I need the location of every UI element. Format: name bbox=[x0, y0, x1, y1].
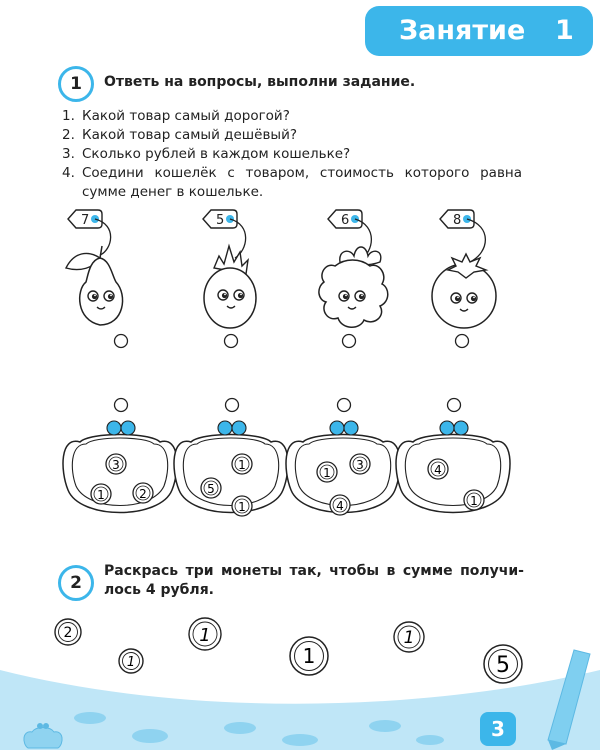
coin: 4 bbox=[434, 463, 442, 477]
coin: 1 bbox=[403, 628, 415, 648]
coin: 4 bbox=[336, 499, 344, 513]
task2-coins bbox=[55, 618, 522, 683]
price-label-tomato: 8 bbox=[453, 213, 462, 228]
lesson-number: 1 bbox=[555, 15, 574, 46]
coin: 5 bbox=[496, 653, 510, 678]
wallet-3-coins bbox=[317, 454, 370, 515]
coin: 1 bbox=[126, 655, 136, 670]
wallet-1-coins bbox=[91, 454, 153, 504]
question-item: 4. Соедини кошелёк с товаром, стоимость которого равна bbox=[62, 165, 522, 181]
task-number-1: 1 bbox=[58, 66, 94, 102]
lesson-word: Занятие bbox=[399, 15, 526, 46]
task-title-2-line2: лось 4 рубля. bbox=[104, 582, 214, 598]
task-title-1: Ответь на вопросы, выполни задание. bbox=[104, 74, 416, 90]
coin: 2 bbox=[139, 487, 147, 501]
coin: 5 bbox=[207, 482, 215, 496]
coin: 1 bbox=[302, 644, 316, 668]
question-item: 3. Сколько рублей в каждом кошельке? bbox=[62, 146, 351, 162]
price-label-pineapple: 5 bbox=[216, 213, 225, 228]
question-item: 1. Какой товар самый дорогой? bbox=[62, 108, 290, 124]
question-item-continuation: сумме денег в кошельке. bbox=[82, 184, 264, 200]
coin: 1 bbox=[323, 466, 331, 480]
wallet-4-coins bbox=[428, 459, 484, 510]
coin: 1 bbox=[97, 488, 105, 502]
coin: 1 bbox=[199, 625, 211, 646]
price-label-raspberry: 6 bbox=[341, 213, 350, 228]
coin: 3 bbox=[112, 458, 120, 472]
page-number: 3 bbox=[480, 712, 516, 746]
coin: 3 bbox=[356, 458, 364, 472]
coin: 1 bbox=[238, 500, 246, 514]
task-title-2 bbox=[104, 562, 524, 600]
coin: 1 bbox=[470, 494, 478, 508]
task-title-2-line1: Раскрась три монеты так, чтобы в сумме получи- bbox=[104, 563, 524, 579]
wallet-2-coins bbox=[201, 454, 252, 516]
task-number-2: 2 bbox=[58, 565, 94, 601]
coin: 2 bbox=[63, 625, 73, 641]
coin: 1 bbox=[238, 458, 246, 472]
question-item: 2. Какой товар самый дешёвый? bbox=[62, 127, 298, 143]
price-label-pear: 7 bbox=[81, 213, 90, 228]
